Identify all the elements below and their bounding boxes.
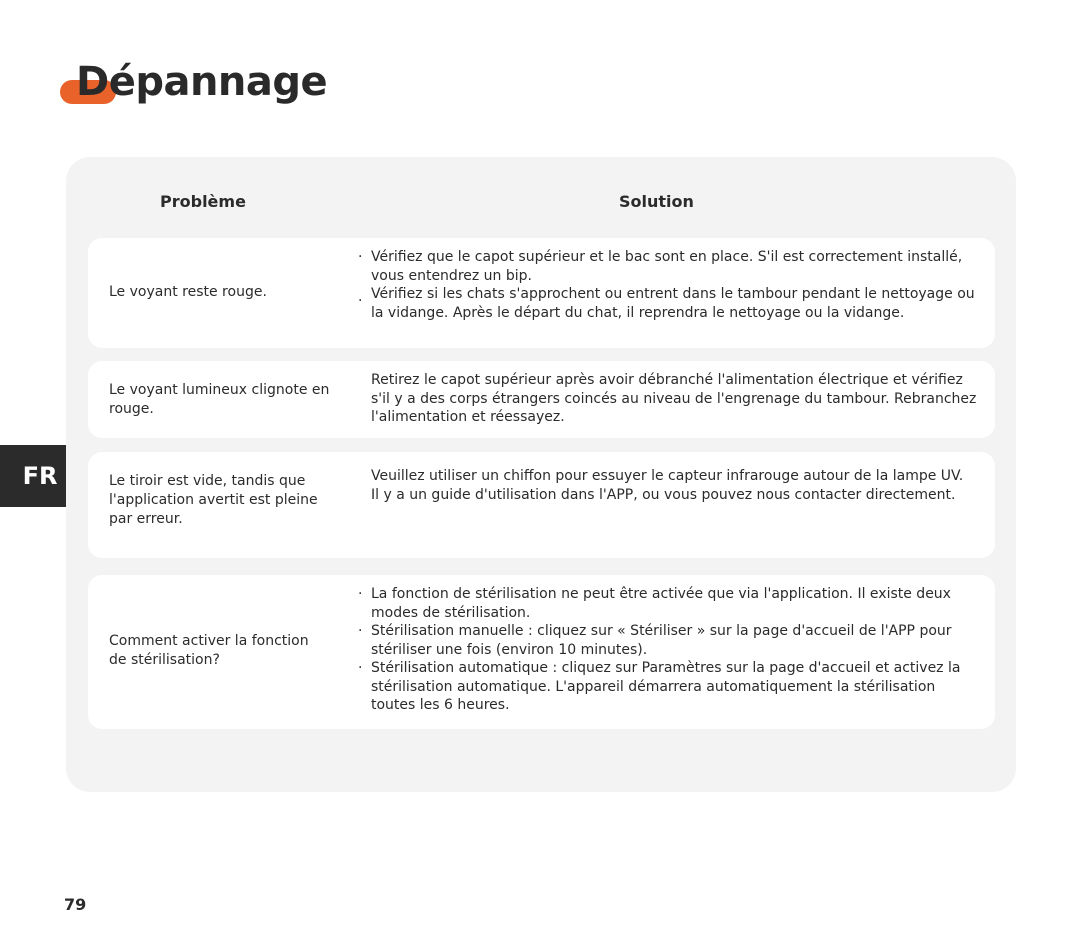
problem-cell: Le voyant reste rouge. [109,284,267,300]
problem-cell: Le tiroir est vide, tandis que l'application avertit est pleine par erreur. [109,473,318,527]
solution-cell [358,585,981,715]
solution-item [358,248,981,285]
bullet-icon: · [358,249,363,265]
table-row [88,238,995,348]
solution-text: Retirez le capot supérieur après avoir débranché l'alimentation électrique et vérifiez s'il y a des corps étrangers coincés au niveau de l'engrenage du tambour. Rebranchez l'alimentation et réessayez. [371,372,977,425]
column-header-solution: Solution [619,192,694,211]
solution-item [371,371,981,427]
page-title: Dépannage [76,59,328,105]
solution-text: Stérilisation automatique : cliquez sur Paramètres sur la page d'accueil et activez la stérilisation automatique. L'appareil démarrera automatiquement la stérilisation toutes les 6 heures. [371,660,961,713]
solution-cell [371,371,981,427]
solution-cell [358,248,981,322]
table-row [88,361,995,438]
solution-item [358,285,981,322]
solution-item [358,659,981,715]
problem-cell: Comment activer la fonction de stérilisation? [109,633,309,668]
solution-item [358,585,981,622]
bullet-icon: · [358,660,363,676]
bullet-icon: · [358,623,363,639]
solution-text: Vérifiez si les chats s'approchent ou entrent dans le tambour pendant le nettoyage ou la vidange. Après le départ du chat, il reprendra le nettoyage ou la vidange. [371,286,975,321]
solution-text: La fonction de stérilisation ne peut être activée que via l'application. Il existe deux modes de stérilisation. [371,586,951,621]
solution-text: Stérilisation manuelle : cliquez sur « Stériliser » sur la page d'accueil de l'APP pour stériliser une fois (environ 10 minutes). [371,623,952,658]
solution-text: Vérifiez que le capot supérieur et le bac sont en place. S'il est correctement installé, vous entendrez un bip. [371,249,963,284]
page-number: 79 [64,895,87,914]
bullet-icon: . [358,289,363,305]
table-row [88,452,995,558]
problem-cell: Le voyant lumineux clignote en rouge. [109,382,330,417]
solution-item [371,467,981,486]
solution-cell [371,467,981,504]
solution-text: Veuillez utiliser un chiffon pour essuyer le capteur infrarouge autour de la lampe UV. [371,468,964,484]
solution-item [358,622,981,659]
solution-item [371,486,981,505]
language-tab-label: FR [22,462,58,490]
column-header-problem: Problème [160,192,246,211]
title-block [60,58,327,114]
table-row [88,575,995,729]
bullet-icon: · [358,586,363,602]
solution-text: Il y a un guide d'utilisation dans l'APP, ou vous pouvez nous contacter directement. [371,486,956,503]
